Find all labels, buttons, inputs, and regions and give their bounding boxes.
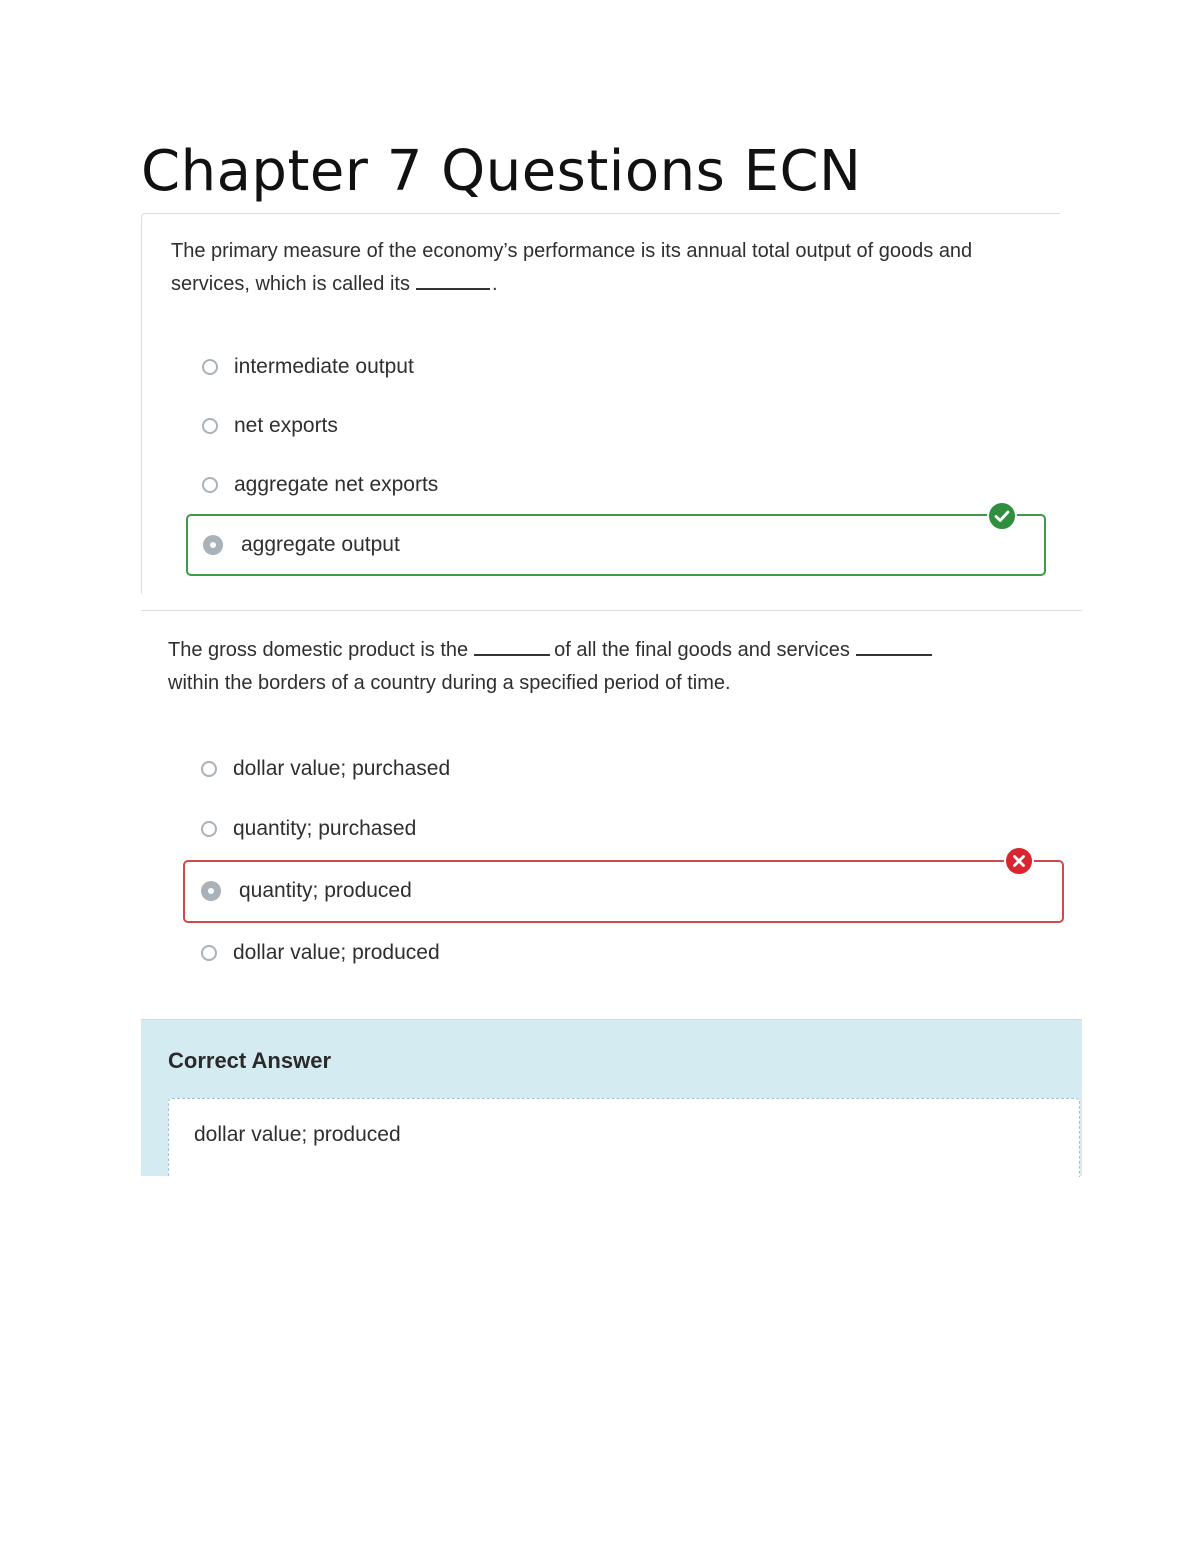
question-1-option-2[interactable] [202,406,338,446]
option-label: quantity; produced [239,879,412,902]
question-2-text [168,634,1068,700]
answer-blank [856,636,932,656]
question-1-text-part2: . [491,273,498,295]
answer-blank [474,636,550,656]
radio-button-selected[interactable] [201,881,221,901]
correct-answer-value: dollar value; produced [194,1123,401,1146]
radio-button[interactable] [201,761,217,777]
question-1-option-3[interactable] [202,465,438,505]
radio-button-selected[interactable] [203,535,223,555]
question-2-text-part2: of all the final goods and services [554,639,850,661]
option-label: aggregate output [241,533,400,556]
option-label: dollar value; produced [233,941,440,964]
question-1-option-1[interactable] [202,347,414,387]
question-2-option-2[interactable] [201,809,416,849]
option-label: aggregate net exports [234,473,439,496]
question-1-text [171,235,1051,301]
option-label: intermediate output [234,355,414,378]
answer-blank [416,270,490,290]
question-2-text-part3: within the borders of a country during a specified period of time. [168,672,731,694]
radio-button[interactable] [201,945,217,961]
option-label: quantity; purchased [233,817,417,840]
correct-answer-heading: Correct Answer [168,1048,332,1073]
radio-button[interactable] [201,821,217,837]
incorrect-x-icon [1004,846,1034,876]
option-label: dollar value; purchased [233,757,451,780]
question-1-option-4[interactable] [203,525,400,565]
option-label: net exports [234,414,338,437]
question-2-text-part1: The gross domestic product is the [168,639,469,661]
question-2-option-3[interactable] [201,871,412,911]
page-title: Chapter 7 Questions ECN [141,139,862,204]
correct-answer-panel [141,1019,1082,1176]
question-2-option-1[interactable] [201,749,450,789]
correct-answer-box [168,1098,1080,1177]
question-divider [141,610,1082,611]
radio-button[interactable] [202,359,218,375]
question-2-option-4[interactable] [201,933,440,973]
radio-button[interactable] [202,418,218,434]
question-1-text-part1: The primary measure of the economy’s performance is its annual total output of goods and services, which is called its [171,240,973,295]
correct-check-icon [987,501,1017,531]
radio-button[interactable] [202,477,218,493]
